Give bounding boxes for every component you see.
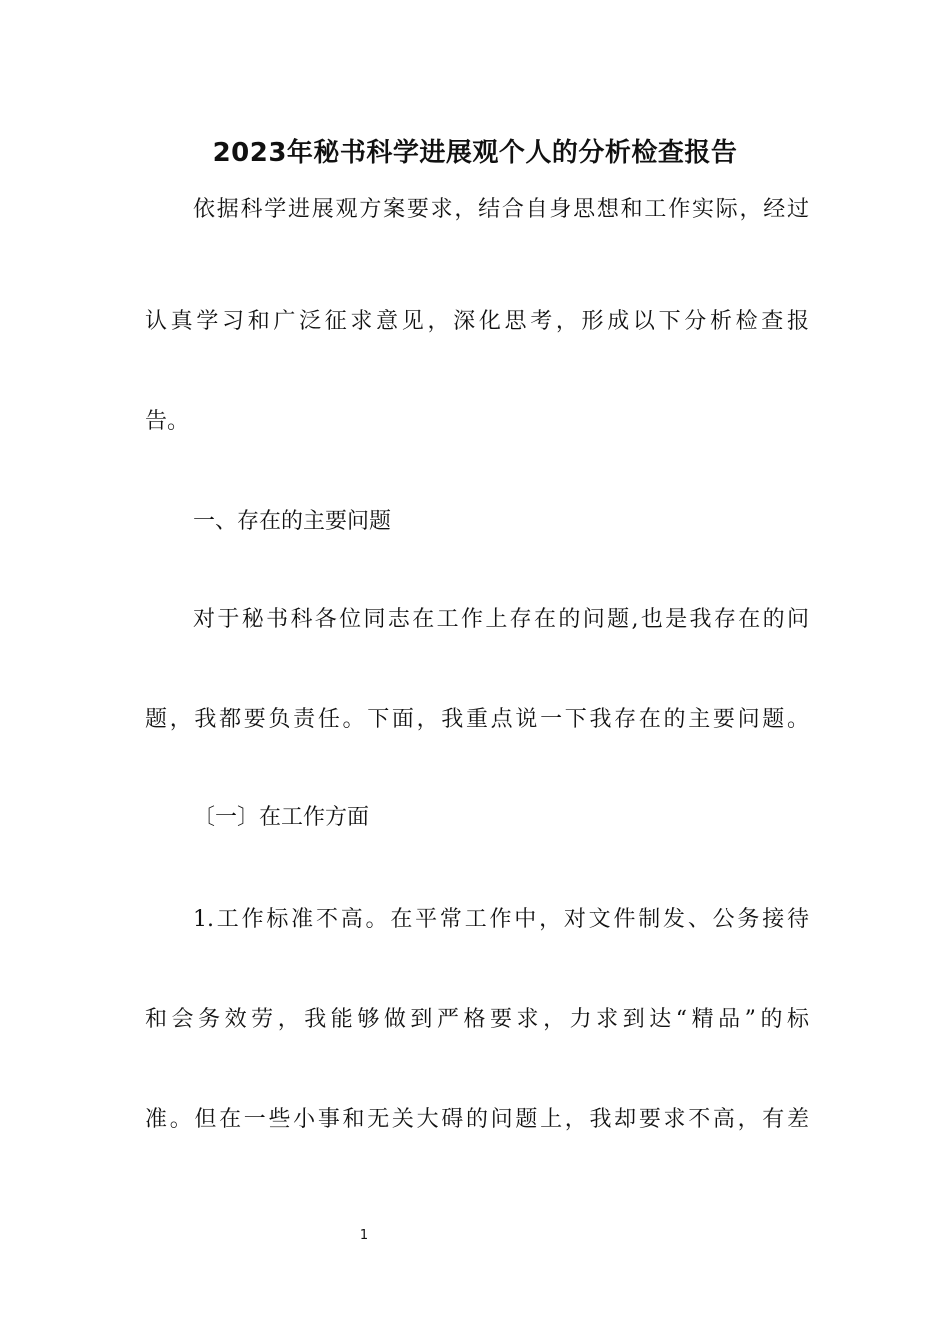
page-number: 1 [359, 1228, 369, 1243]
body-line-9: 和会务效劳，我能够做到严格要求，力求到达“精品”的标 [145, 1007, 809, 1032]
body-line-6: 题，我都要负责任。下面，我重点说一下我存在的主要问题。 [145, 707, 809, 732]
document-title: 2023年秘书科学进展观个人的分析检查报告 [212, 138, 738, 168]
body-line-1: 依据科学进展观方案要求，结合自身思想和工作实际，经过 [193, 197, 809, 222]
body-line-8: 1.工作标准不高。在平常工作中，对文件制发、公务接待 [193, 907, 809, 932]
body-line-3: 告。 [145, 409, 190, 434]
body-line-10: 准。但在一些小事和无关大碍的问题上，我却要求不高，有差 [145, 1107, 809, 1132]
subsection-heading-1: 〔一〕在工作方面 [193, 805, 370, 830]
body-line-2: 认真学习和广泛征求意见，深化思考，形成以下分析检查报 [145, 309, 809, 334]
body-line-5: 对于秘书科各位同志在工作上存在的问题,也是我存在的问 [193, 607, 809, 632]
section-heading-1: 一、存在的主要问题 [193, 509, 392, 534]
